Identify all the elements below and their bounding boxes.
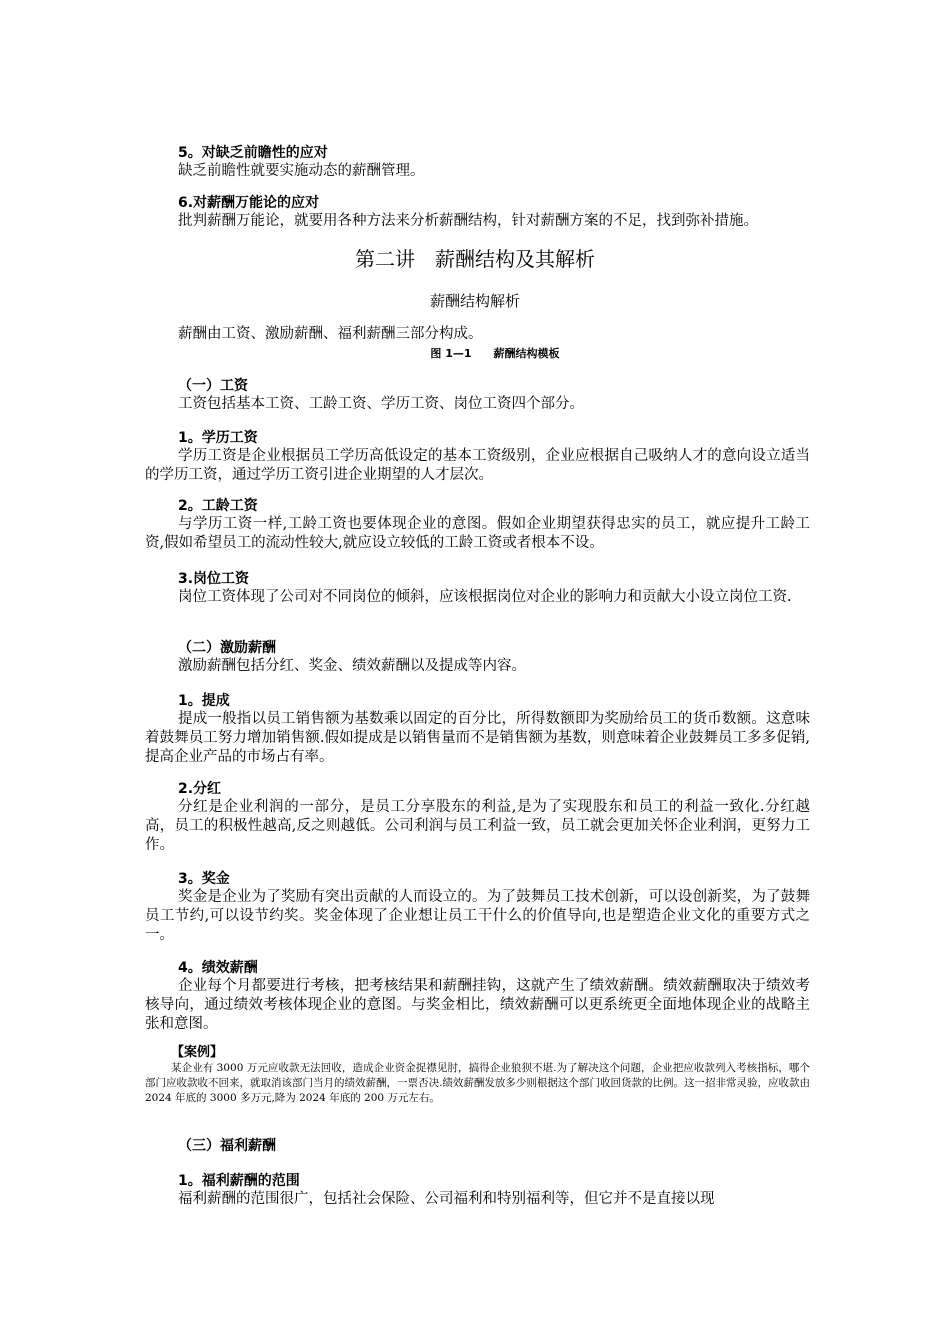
welfare-scope-section (145, 1173, 810, 1209)
seniority-wage-heading: 2。工龄工资 (178, 498, 258, 514)
commission-text: 提成一般指以员工销售额为基数乘以固定的百分比，所得数额即为奖励给员工的货币数额。这意味着鼓舞员工努力增加销售额.假如提成是以销售量而不是销售额为基数，则意味着企业鼓舞员工多多促销,提高企业产品的市场占有率。 (145, 711, 810, 765)
performance-pay-heading: 4。绩效薪酬 (178, 960, 258, 976)
incentive-section (145, 640, 810, 676)
section-5-text: 缺乏前瞻性就要实施动态的薪酬管理。 (178, 163, 425, 179)
edu-wage-section (145, 430, 810, 485)
incentive-text: 激励薪酬包括分红、奖金、绩效薪酬以及提成等内容。 (178, 658, 526, 674)
case-heading: 【案例】 (171, 1045, 224, 1060)
section-5-heading: 5。对缺乏前瞻性的应对 (178, 145, 328, 161)
intro-text: 薪酬由工资、激励薪酬、福利薪酬三部分构成。 (178, 326, 483, 342)
welfare-scope-text: 福利薪酬的范围很广，包括社会保险、公司福利和特别福利等，但它并不是直接以现 (178, 1191, 715, 1207)
wages-heading: （一）工资 (178, 378, 248, 394)
section-subtitle: 薪酬结构解析 (429, 292, 520, 310)
dividend-heading: 2.分红 (178, 781, 222, 797)
welfare-heading: （三）福利薪酬 (178, 1138, 276, 1154)
wages-text: 工资包括基本工资、工龄工资、学历工资、岗位工资四个部分。 (178, 396, 584, 412)
position-wage-section (145, 571, 810, 607)
figure-caption: 图 1—1 薪酬结构模板 (430, 347, 560, 360)
performance-pay-text: 企业每个月都要进行考核，把考核结果和薪酬挂钩，这就产生了绩效薪酬。绩效薪酬取决于绩效考核导向，通过绩效考核体现企业的意图。与奖金相比，绩效薪酬可以更系统更全面地体现企业的战略主张和意图。 (145, 978, 810, 1032)
bonus-section (145, 871, 810, 945)
bonus-text: 奖金是企业为了奖励有突出贡献的人而设立的。为了鼓舞员工技术创新，可以设创新奖，为了鼓舞员工节约,可以设节约奖。奖金体现了企业想让员工干什么的价值导向,也是塑造企业文化的重要方式之一。 (145, 889, 810, 943)
incentive-heading: （二）激励薪酬 (178, 640, 276, 656)
edu-wage-heading: 1。学历工资 (178, 430, 258, 446)
commission-heading: 1。提成 (178, 693, 230, 709)
section-5 (145, 145, 810, 181)
welfare-section (145, 1138, 810, 1155)
case-section (145, 1045, 810, 1106)
section-6 (145, 195, 810, 231)
bonus-heading: 3。奖金 (178, 871, 230, 887)
dividend-section (145, 781, 810, 855)
edu-wage-text: 学历工资是企业根据员工学历高低设定的基本工资级别，企业应根据自己吸纳人才的意向设立适当的学历工资，通过学历工资引进企业期望的人才层次。 (145, 448, 810, 483)
case-text: 某企业有 3000 万元应收款无法回收，造成企业资金捉襟见肘，搞得企业狼狈不堪.为了解决这个问题，企业把应收款列入考核指标，哪个部门应收款收不回来，就取消该部门当月的绩效薪酬，一票否决.绩效薪酬发放多少则根据这个部门收回货款的比例。这一招非常灵验，应收款由 2024 年底的 3000 多万元,降为 2024 年底的 200 万元左右。 (145, 1062, 810, 1104)
commission-section (145, 693, 810, 767)
wages-section (145, 378, 810, 414)
welfare-scope-heading: 1。福利薪酬的范围 (178, 1173, 300, 1189)
intro (145, 325, 810, 344)
section-6-heading: 6.对薪酬万能论的应对 (178, 195, 320, 211)
position-wage-heading: 3.岗位工资 (178, 571, 250, 587)
seniority-wage-text: 与学历工资一样,工龄工资也要体现企业的意图。假如企业期望获得忠实的员工，就应提升工龄工资,假如希望员工的流动性较大,就应设立较低的工龄工资或者根本不设。 (145, 516, 810, 551)
lecture-title: 第二讲 薪酬结构及其解析 (355, 247, 595, 271)
seniority-wage-section (145, 498, 810, 553)
performance-pay-section (145, 960, 810, 1034)
dividend-text: 分红是企业利润的一部分，是员工分享股东的利益,是为了实现股东和员工的利益一致化.分红越高，员工的积极性越高,反之则越低。公司利润与员工利益一致，员工就会更加关怀企业利润，更努力工作。 (145, 799, 810, 853)
section-6-text: 批判薪酬万能论，就要用各种方法来分析薪酬结构，针对薪酬方案的不足，找到弥补措施。 (178, 213, 758, 229)
position-wage-text: 岗位工资体现了公司对不同岗位的倾斜，应该根据岗位对企业的影响力和贡献大小设立岗位工资. (178, 589, 792, 605)
